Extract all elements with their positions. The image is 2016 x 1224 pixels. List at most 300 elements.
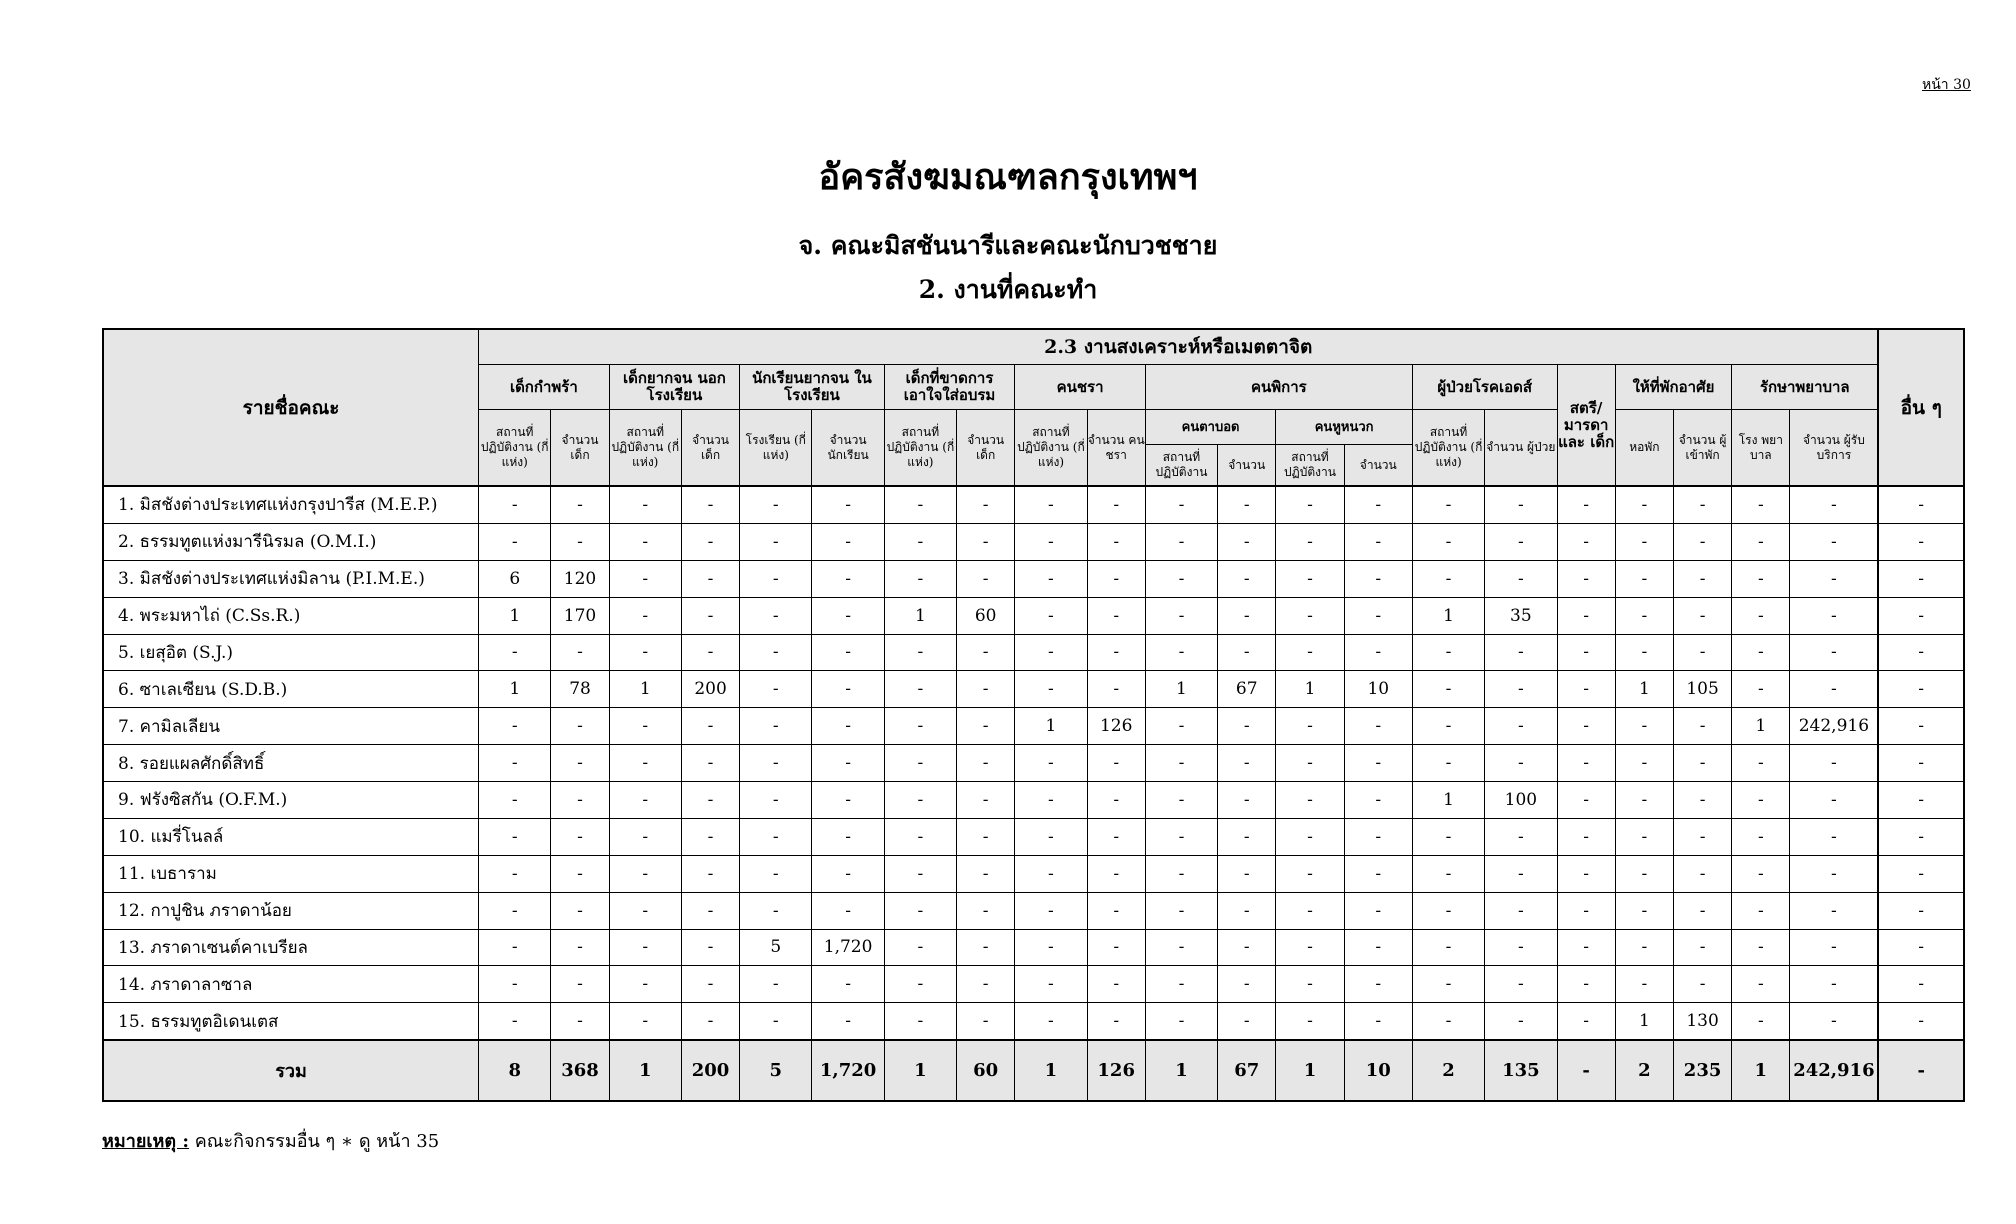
congregation-name: 9. ฟรังซิสกัน (O.F.M.) [103,782,479,819]
table-cell: - [1732,855,1790,892]
table-cell: - [740,708,812,745]
table-cell: - [1015,523,1087,560]
table-cell: - [551,708,609,745]
table-cell: - [1615,597,1673,634]
table-cell: 1 [1276,1040,1344,1101]
table-cell: - [681,523,739,560]
subheader-deaf: คนหูหนวก [1276,410,1413,445]
table-cell: - [1615,929,1673,966]
table-cell: 200 [681,671,739,708]
table-cell: 1,720 [812,1040,884,1101]
table-cell: - [609,634,681,671]
table-cell: - [957,745,1015,782]
table-cell: - [884,634,956,671]
table-cell: - [1218,560,1276,597]
table-cell: - [1557,671,1615,708]
table-cell: - [740,523,812,560]
table-cell: - [551,929,609,966]
congregation-name: 6. ซาเลเซียน (S.D.B.) [103,671,479,708]
table-cell: - [1145,855,1217,892]
table-cell: - [1790,523,1878,560]
table-cell: - [551,634,609,671]
table-cell: - [1412,523,1484,560]
table-cell: - [740,818,812,855]
table-cell: - [1276,966,1344,1003]
table-cell: 105 [1673,671,1731,708]
subheader-poor-out-sites: สถานที่ ปฏิบัติงาน (กี่แห่ง) [609,410,681,487]
table-cell: 1 [1412,782,1484,819]
table-cell: - [1878,1003,1964,1040]
table-cell: - [1615,523,1673,560]
table-cell: - [609,855,681,892]
table-cell: - [1485,523,1557,560]
subheader-orphan-children: จำนวน เด็ก [551,410,609,487]
table-cell: - [1344,818,1412,855]
table-cell: - [1485,560,1557,597]
table-cell: - [1145,486,1217,523]
congregation-name: 1. มิสชังต่างประเทศแห่งกรุงปารีส (M.E.P.) [103,486,479,523]
table-cell: - [812,708,884,745]
table-cell: - [1145,966,1217,1003]
table-cell: - [1276,892,1344,929]
table-cell: - [884,486,956,523]
table-cell: - [1485,818,1557,855]
table-cell: - [1087,966,1145,1003]
table-cell: - [957,486,1015,523]
table-cell: - [1015,1003,1087,1040]
table-cell: - [1087,671,1145,708]
table-cell: - [1015,855,1087,892]
table-cell: - [681,855,739,892]
table-cell: - [884,523,956,560]
subheader-hospital: โรง พยา บาล [1732,410,1790,487]
table-cell: - [812,671,884,708]
subheader-aids-patients: จำนวน ผู้ป่วย [1485,410,1557,487]
table-cell: - [1218,634,1276,671]
table-cell: - [1732,486,1790,523]
table-cell: - [1015,634,1087,671]
table-cell: - [740,1003,812,1040]
header-poor-out-of-school: เด็กยากจน นอกโรงเรียน [609,365,740,410]
header-aids-patients: ผู้ป่วยโรคเอดส์ [1412,365,1557,410]
table-cell: - [681,1003,739,1040]
table-cell: - [479,745,551,782]
congregation-name: 10. แมรี่โนลล์ [103,818,479,855]
table-cell: 1 [1145,1040,1217,1101]
table-cell: - [957,929,1015,966]
table-cell: 170 [551,597,609,634]
table-cell: - [1218,597,1276,634]
table-cell: - [1087,855,1145,892]
table-cell: - [1557,486,1615,523]
table-cell: - [1015,560,1087,597]
table-cell: - [1673,966,1731,1003]
table-cell: - [1344,1003,1412,1040]
table-cell: - [1218,855,1276,892]
table-cell: - [1276,855,1344,892]
header-shelter: ให้ที่พักอาศัย [1615,365,1731,410]
table-cell: - [957,671,1015,708]
table-cell: - [1412,634,1484,671]
table-cell: - [1344,708,1412,745]
subheader-residents: จำนวน ผู้เข้าพัก [1673,410,1731,487]
table-cell: - [1015,597,1087,634]
table-row [103,892,1964,929]
table-cell: - [957,523,1015,560]
header-medical: รักษาพยาบาล [1732,365,1879,410]
congregation-name: 8. รอยแผลศักดิ์สิทธิ์ [103,745,479,782]
table-cell: 1 [1015,708,1087,745]
table-cell: - [1087,818,1145,855]
table-cell: - [1412,560,1484,597]
table-cell: - [681,929,739,966]
table-cell: 1 [479,597,551,634]
table-cell: - [1145,782,1217,819]
table-cell: - [1615,892,1673,929]
table-row [103,708,1964,745]
table-cell: - [609,966,681,1003]
table-row [103,966,1964,1003]
table-cell: 200 [681,1040,739,1101]
table-cell: - [1276,560,1344,597]
table-cell: - [1790,782,1878,819]
table-cell: - [1087,892,1145,929]
table-cell: 60 [957,1040,1015,1101]
table-cell: - [551,855,609,892]
table-cell: 242,916 [1790,708,1878,745]
table-cell: - [1276,708,1344,745]
table-cell: - [812,523,884,560]
table-row [103,818,1964,855]
footnote-label: หมายเหตุ : [102,1131,190,1152]
table-cell: - [1344,929,1412,966]
table-cell: - [1087,523,1145,560]
header-orphans: เด็กกำพร้า [479,365,610,410]
table-cell: - [740,966,812,1003]
table-cell: - [1790,818,1878,855]
table-cell: 2 [1412,1040,1484,1101]
table-cell: - [1485,671,1557,708]
header-congregation-name: รายชื่อคณะ [103,329,479,486]
table-cell: 368 [551,1040,609,1101]
table-cell: 67 [1218,1040,1276,1101]
table-cell: 130 [1673,1003,1731,1040]
table-cell: 5 [740,1040,812,1101]
footnote-text: คณะกิจกรรมอื่น ๆ ∗ ดู หน้า 35 [189,1131,440,1152]
table-cell: 10 [1344,671,1412,708]
table-cell: - [1790,966,1878,1003]
table-cell: 242,916 [1790,1040,1878,1101]
table-cell: - [884,745,956,782]
table-cell: - [1732,1003,1790,1040]
table-cell: - [1557,818,1615,855]
table-cell: - [812,1003,884,1040]
table-cell: - [1485,966,1557,1003]
table-cell: - [1615,818,1673,855]
table-cell: - [1790,929,1878,966]
table-cell: - [957,782,1015,819]
table-cell: - [1412,745,1484,782]
table-cell: - [1557,523,1615,560]
table-cell: - [479,708,551,745]
subheader-elderly-count: จำนวน คนชรา [1087,410,1145,487]
table-cell: - [609,1003,681,1040]
subheader-deaf-sites: สถานที่ ปฏิบัติงาน [1276,445,1344,487]
table-cell: - [957,634,1015,671]
table-cell: - [884,966,956,1003]
table-cell: 10 [1344,1040,1412,1101]
table-cell: - [1145,818,1217,855]
subtitle-section: จ. คณะมิสชันนารีและคณะนักบวชชาย [798,231,1218,260]
table-cell: - [1878,634,1964,671]
table-cell: 1 [1015,1040,1087,1101]
table-cell: - [1790,745,1878,782]
table-cell: - [1344,597,1412,634]
table-cell: - [1485,745,1557,782]
table-cell: - [1087,1003,1145,1040]
subheader-elderly-sites: สถานที่ ปฏิบัติงาน (กี่แห่ง) [1015,410,1087,487]
table-cell: - [1790,855,1878,892]
table-cell: - [1145,892,1217,929]
table-cell: - [551,818,609,855]
table-cell: - [1732,892,1790,929]
table-cell: - [740,745,812,782]
table-cell: - [740,560,812,597]
table-cell: - [1878,892,1964,929]
table-cell: - [1015,929,1087,966]
table-cell: - [609,929,681,966]
table-cell: - [1557,855,1615,892]
table-row [103,745,1964,782]
table-cell: - [1087,634,1145,671]
table-cell: - [957,708,1015,745]
table-cell: - [1344,855,1412,892]
table-cell: - [1276,486,1344,523]
table-cell: - [1344,966,1412,1003]
table-cell: - [957,855,1015,892]
table-cell: - [1878,560,1964,597]
table-cell: - [1344,892,1412,929]
table-cell: - [1087,929,1145,966]
table-row [103,1003,1964,1040]
subheader-blind: คนตาบอด [1145,410,1276,445]
table-cell: - [1276,782,1344,819]
table-cell: - [1615,708,1673,745]
table-cell: - [1015,892,1087,929]
table-row [103,597,1964,634]
table-cell: - [812,597,884,634]
table-cell: 135 [1485,1040,1557,1101]
table-cell: - [1276,929,1344,966]
page-number: หน้า 30 [1922,77,1971,93]
header-other: อื่น ๆ [1878,329,1964,486]
table-cell: - [740,597,812,634]
table-cell: - [1878,708,1964,745]
table-cell: - [1673,523,1731,560]
table-cell: - [1344,560,1412,597]
subheader-poor-out-children: จำนวน เด็ก [681,410,739,487]
table-cell: - [812,892,884,929]
table-cell: - [1344,486,1412,523]
table-cell: 126 [1087,1040,1145,1101]
table-cell: - [1557,634,1615,671]
table-cell: - [1732,782,1790,819]
table-cell: - [1218,1003,1276,1040]
table-cell: - [1412,855,1484,892]
table-cell: - [884,1003,956,1040]
table-cell: - [1485,634,1557,671]
table-cell: - [1015,782,1087,819]
table-cell: - [1015,486,1087,523]
table-cell: - [609,745,681,782]
subheader-aids-sites: สถานที่ ปฏิบัติงาน (กี่แห่ง) [1412,410,1484,487]
table-cell: - [1557,782,1615,819]
table-cell: 126 [1087,708,1145,745]
table-cell: - [1878,486,1964,523]
subheader-dormitory: หอพัก [1615,410,1673,487]
table-cell: - [1790,486,1878,523]
table-cell: - [479,892,551,929]
table-cell: - [1615,560,1673,597]
table-cell: - [1218,708,1276,745]
table-cell: - [479,486,551,523]
table-cell: - [479,855,551,892]
table-cell: - [609,892,681,929]
table-cell: - [1344,523,1412,560]
table-cell: - [1485,486,1557,523]
table-cell: 1 [609,1040,681,1101]
table-cell: - [1412,966,1484,1003]
table-cell: 235 [1673,1040,1731,1101]
table-cell: - [479,1003,551,1040]
table-cell: - [681,782,739,819]
table-cell: - [1485,708,1557,745]
table-cell: - [609,782,681,819]
table-cell: - [1557,1040,1615,1101]
table-cell: - [884,929,956,966]
congregation-name: 12. กาปูชิน ภราดาน้อย [103,892,479,929]
table-cell: - [1145,634,1217,671]
table-cell: 35 [1485,597,1557,634]
table-cell: - [1732,745,1790,782]
table-cell: - [1218,782,1276,819]
table-cell: - [1557,745,1615,782]
table-cell: - [1344,634,1412,671]
table-row [103,523,1964,560]
table-cell: - [1878,818,1964,855]
table-row [103,486,1964,523]
congregation-name: 11. เบธาราม [103,855,479,892]
table-cell: - [884,855,956,892]
table-cell: - [957,966,1015,1003]
table-cell: - [1015,966,1087,1003]
table-cell: - [740,892,812,929]
table-row [103,560,1964,597]
table-cell: - [1015,818,1087,855]
table-row [103,929,1964,966]
table-cell: - [1615,486,1673,523]
table-cell: - [1557,1003,1615,1040]
header-elderly: คนชรา [1015,365,1146,410]
subtitle-subsection: 2. งานที่คณะทำ [918,275,1098,304]
table-cell: - [1615,634,1673,671]
table-cell: 120 [551,560,609,597]
table-cell: - [681,486,739,523]
table-cell: 67 [1218,671,1276,708]
table-cell: - [1218,745,1276,782]
table-cell: - [1485,929,1557,966]
subheader-students: จำนวน นักเรียน [812,410,884,487]
table-row [103,671,1964,708]
table-cell: - [1878,782,1964,819]
table-cell: - [1087,782,1145,819]
table-cell: - [1673,560,1731,597]
table-cell: - [1615,745,1673,782]
table-cell: 1,720 [812,929,884,966]
table-cell: 1 [1615,1003,1673,1040]
table-cell: - [479,634,551,671]
table-cell: - [1485,1003,1557,1040]
table-cell: 78 [551,671,609,708]
table-cell: - [479,929,551,966]
table-cell: - [1145,560,1217,597]
table-cell: - [1732,671,1790,708]
table-cell: - [1412,1003,1484,1040]
table-cell: - [551,966,609,1003]
table-cell: - [884,818,956,855]
table-cell: - [1557,597,1615,634]
table-cell: - [1557,929,1615,966]
table-cell: - [1412,929,1484,966]
table-cell: - [551,892,609,929]
table-cell: - [1218,892,1276,929]
table-cell: - [1087,560,1145,597]
table-cell: - [812,782,884,819]
table-cell: - [1218,966,1276,1003]
table-cell: - [1015,745,1087,782]
page-title: อัครสังฆมณฑลกรุงเทพฯ [818,156,1198,198]
table-cell: - [1732,818,1790,855]
total-label: รวม [103,1040,479,1101]
table-cell: - [1790,634,1878,671]
table-cell: - [1878,597,1964,634]
table-cell: - [1732,966,1790,1003]
table-cell: - [1145,708,1217,745]
header-poor-students: นักเรียนยากจน ในโรงเรียน [740,365,885,410]
table-cell: - [1673,782,1731,819]
table-cell: - [1673,855,1731,892]
table-cell: - [1673,708,1731,745]
subheader-blind-count: จำนวน [1218,445,1276,487]
table-cell: - [957,892,1015,929]
table-cell: - [1412,486,1484,523]
table-cell: - [1412,892,1484,929]
table-cell: - [1878,855,1964,892]
table-cell: - [1878,966,1964,1003]
subheader-neglected-sites: สถานที่ ปฏิบัติงาน (กี่แห่ง) [884,410,956,487]
table-cell: - [1790,892,1878,929]
table-cell: - [609,560,681,597]
table-cell: - [1344,745,1412,782]
table-cell: - [740,782,812,819]
table-cell: - [1412,708,1484,745]
table-cell: 1 [1732,1040,1790,1101]
table-cell: - [609,597,681,634]
table-cell: - [1790,1003,1878,1040]
table-cell: - [551,745,609,782]
table-cell: - [1557,892,1615,929]
table-cell: - [1412,671,1484,708]
